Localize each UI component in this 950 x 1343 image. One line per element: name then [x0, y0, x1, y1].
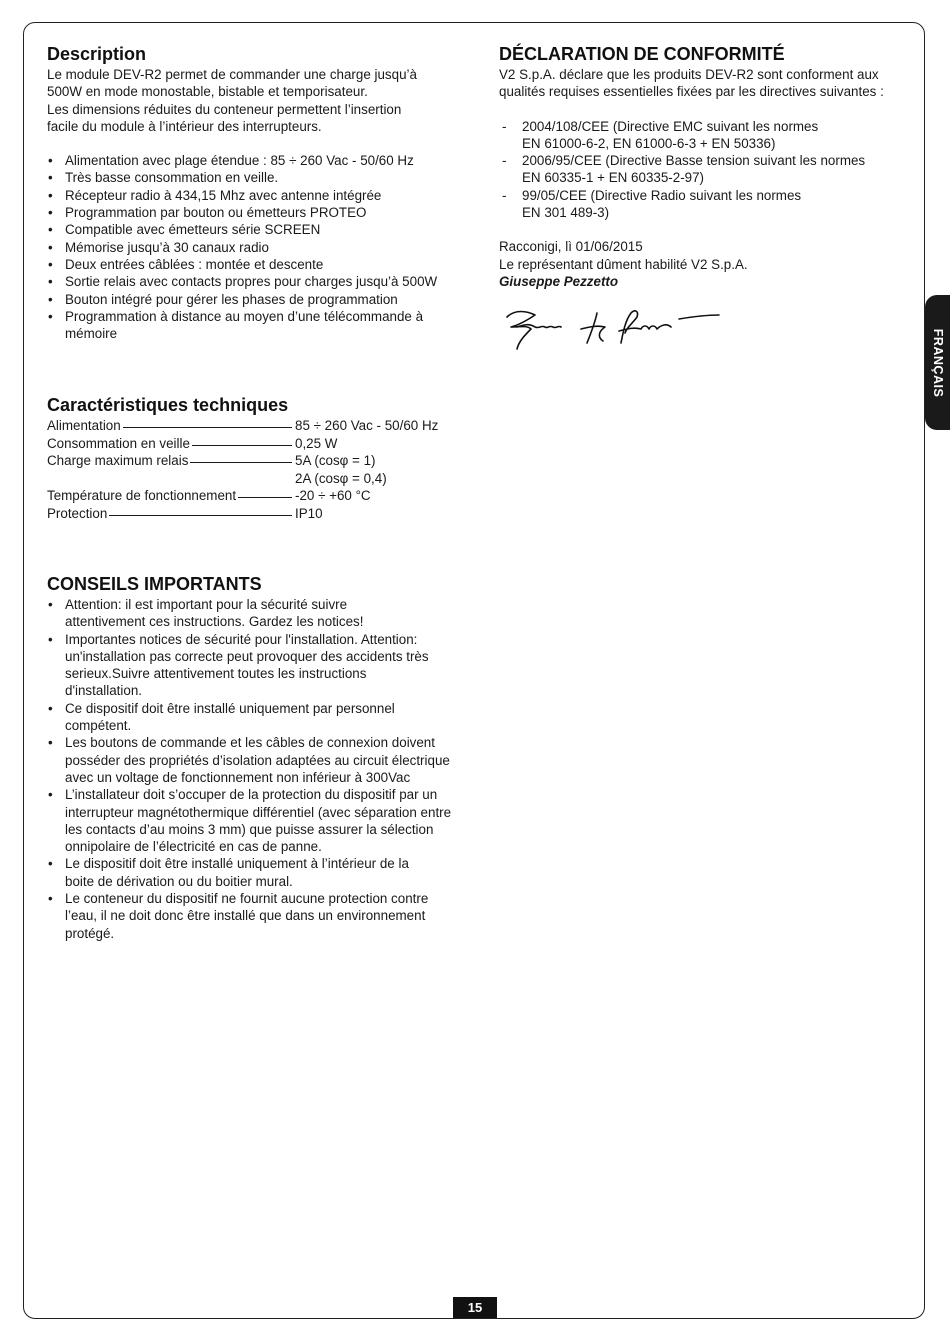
feature-item: • Récepteur radio à 434,15 Mhz avec antenne intégrée [47, 187, 457, 204]
feature-item: • Mémorise jusqu’à 30 canaux radio [47, 239, 457, 256]
signatory-name: Giuseppe Pezzetto [499, 273, 619, 289]
directive-list [499, 118, 884, 222]
directive-item: - 99/05/CEE (Directive Radio suivant les normes EN 301 489-3) [499, 187, 822, 222]
conformity-title: DÉCLARATION DE CONFORMITÉ [499, 44, 785, 64]
feature-item: • Sortie relais avec contacts propres pour charges jusqu’à 500W [47, 273, 457, 290]
feature-item: • Deux entrées câblées : montée et descente [47, 256, 457, 273]
warning-item: • L’installateur doit s’occuper de la protection du dispositif par un interrupteur magnétothermique différentiel (avec séparation entre les contacts d’au moins 3 mm) que puisse assurer la sélection onnipolaire de l’électricité en cas de panne. [47, 786, 453, 855]
warning-item: • Importantes notices de sécurité pour l'installation. Attention: un'installation pas correcte peut provoquer des accidents très serieux.Suivre attentivement toutes les instructions d'installation. [47, 631, 435, 700]
directive-item: - 2006/95/CEE (Directive Basse tension suivant les normes EN 60335-1 + EN 60335-2-97) [499, 152, 877, 187]
directive-item: - 2004/108/CEE (Directive EMC suivant les normes EN 61000-6-2, EN 61000-6-3 + EN 50336) [499, 118, 832, 153]
specs-title: Caractéristiques techniques [47, 395, 289, 415]
feature-item: • Compatible avec émetteurs série SCREEN [47, 221, 457, 238]
description-paragraph: Les dimensions réduites du conteneur permettent l’insertion facile du module à l’intérieur des interrupteurs. [47, 101, 402, 134]
spec-row [47, 452, 457, 470]
warnings-list [47, 596, 453, 942]
spec-value: IP10 [295, 505, 323, 521]
description-paragraph: Le module DEV-R2 permet de commander une charge jusqu’à 500W en mode monostable, bistable et temporisateur. [47, 67, 417, 100]
spec-row [47, 505, 457, 523]
feature-item: • Programmation à distance au moyen d’une télécommande à mémoire [47, 308, 457, 343]
right-column [499, 42, 899, 290]
left-column [47, 42, 457, 941]
spec-row [47, 470, 457, 488]
representative-line: Le représentant dûment habilité V2 S.p.A. [499, 256, 748, 272]
spec-row [47, 435, 457, 453]
handwritten-signature [501, 303, 726, 363]
spec-value: 2A (cosφ = 0,4) [295, 470, 387, 486]
description-title: Description [47, 44, 147, 64]
warnings-section [47, 572, 457, 942]
feature-item: • Programmation par bouton ou émetteurs PROTEO [47, 204, 457, 221]
warning-item: • Le dispositif doit être installé uniquement à l’intérieur de la boite de dérivation ou du boitier mural. [47, 855, 435, 890]
warning-item: • Le conteneur du dispositif ne fournit aucune protection contre l’eau, il ne doit donc être installé que dans un environnement protégé. [47, 890, 453, 942]
warning-item: • Ce dispositif doit être installé uniquement par personnel compétent. [47, 700, 453, 735]
feature-item: • Alimentation avec plage étendue : 85 ÷ 260 Vac - 50/60 Hz [47, 152, 457, 169]
spec-row [47, 487, 457, 505]
description-section [47, 42, 457, 342]
page-number: 15 [453, 1297, 497, 1318]
specs-section [47, 393, 457, 522]
warning-item: • Attention: il est important pour la sécurité suivre attentivement ces instructions. Gardez les notices! [47, 596, 395, 631]
spec-label: Consommation en veille [47, 435, 190, 451]
conformity-intro: V2 S.p.A. déclare que les produits DEV-R2 sont conforment aux qualités requises essentielles fixées par les directives suivantes : [499, 67, 884, 100]
feature-list [47, 152, 457, 342]
feature-item: • Très basse consommation en veille. [47, 169, 457, 186]
spec-label: Alimentation [47, 418, 121, 433]
language-tab [925, 295, 950, 430]
spec-value: -20 ÷ +60 °C [295, 488, 371, 503]
feature-item: • Bouton intégré pour gérer les phases de programmation [47, 291, 457, 308]
place-date: Racconigi, lì 01/06/2015 [499, 239, 643, 255]
spec-value: 0,25 W [295, 435, 338, 451]
warning-item: • Les boutons de commande et les câbles de connexion doivent posséder des propriétés d’isolation adaptées au circuit électrique avec un voltage de fonctionnement non inférieur à 300Vac [47, 734, 453, 786]
warnings-title: CONSEILS IMPORTANTS [47, 574, 262, 594]
spec-label: Protection [47, 505, 108, 521]
spec-label: Température de fonctionnement [47, 488, 237, 503]
conformity-section [499, 42, 899, 290]
language-tab-label: FRANÇAIS [930, 328, 945, 397]
spec-value: 85 ÷ 260 Vac - 50/60 Hz [295, 418, 439, 433]
spec-row [47, 417, 457, 435]
spec-value: 5A (cosφ = 1) [295, 453, 376, 468]
spec-label: Charge maximum relais [47, 453, 189, 468]
